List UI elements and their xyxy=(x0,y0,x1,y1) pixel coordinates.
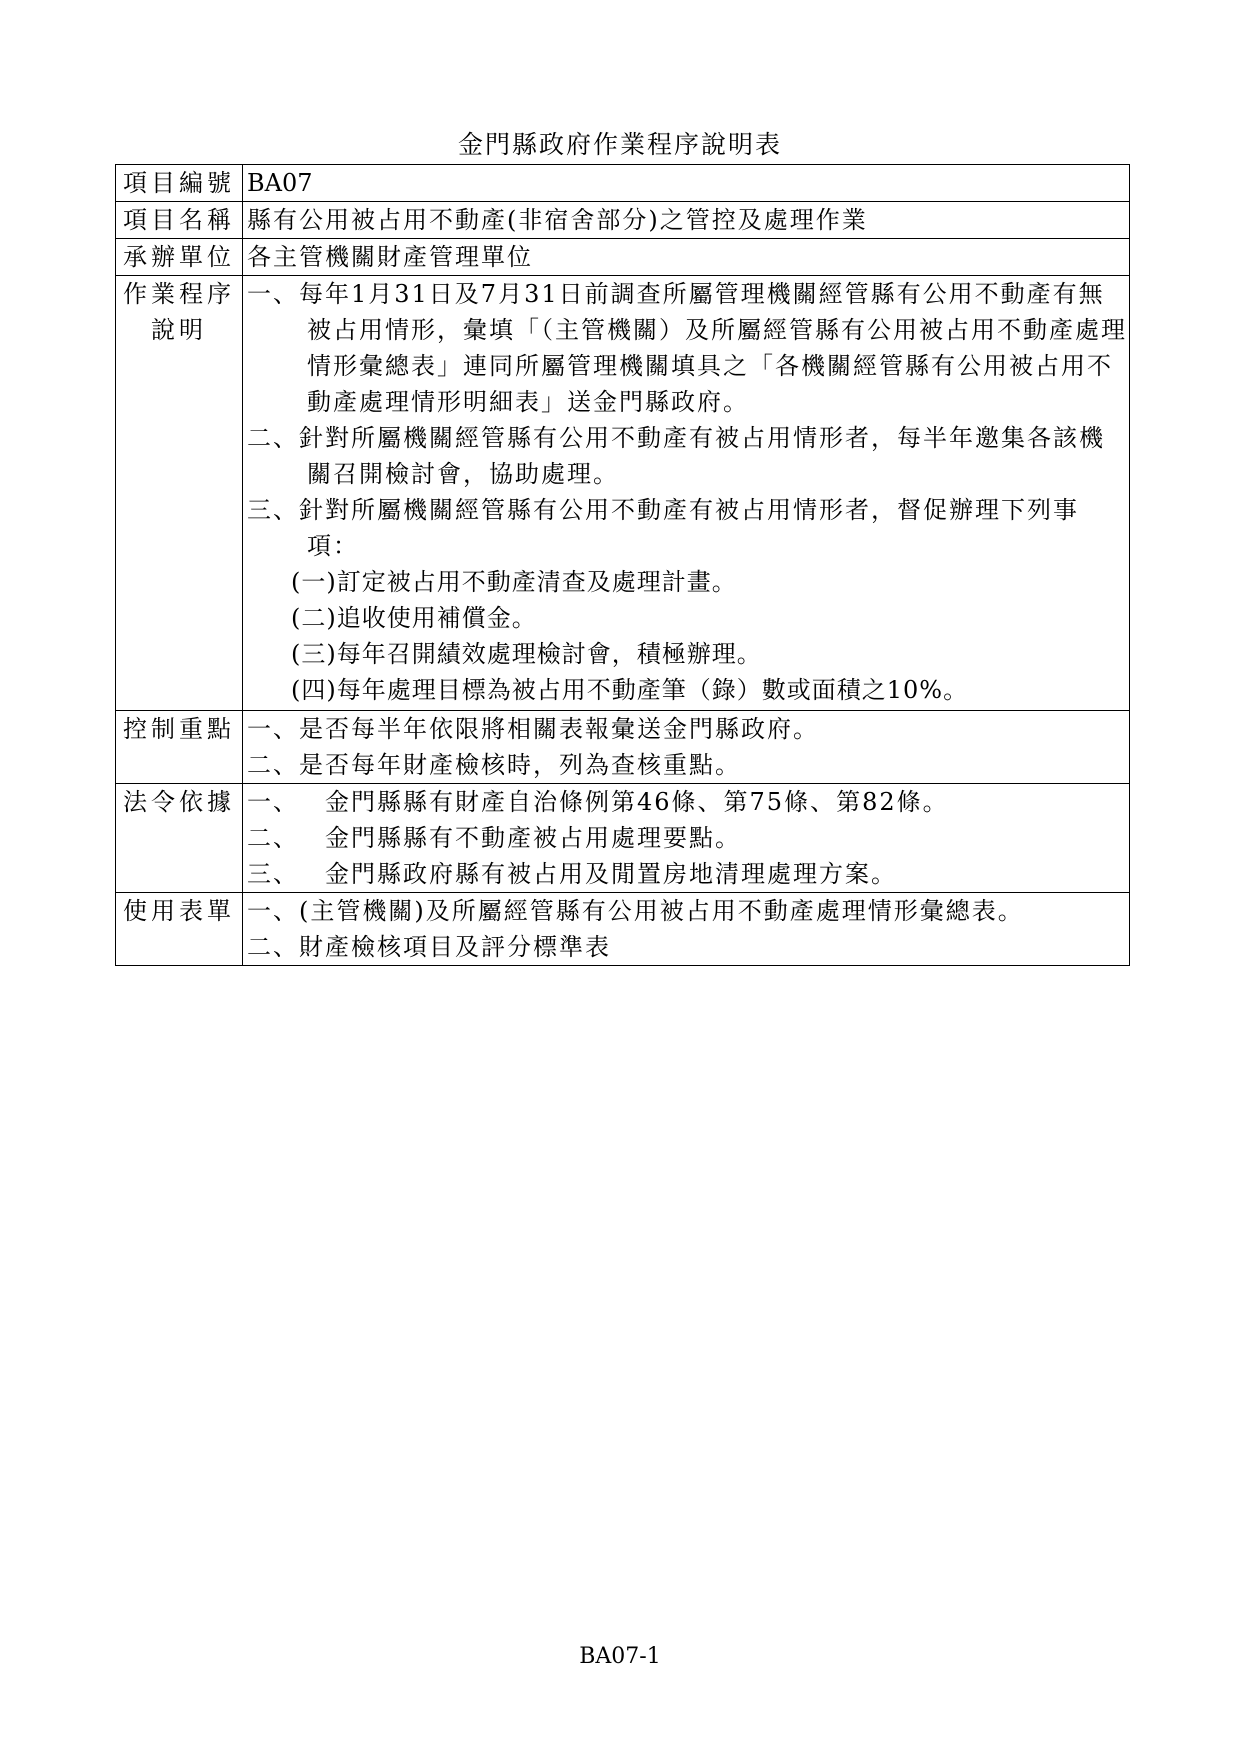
row-control xyxy=(116,711,1130,784)
label-law: 法令依據 xyxy=(116,784,243,893)
label-item-name: 項目名稱 xyxy=(116,202,243,239)
page-title: 金門縣政府作業程序說明表 xyxy=(457,130,782,159)
label-procedure xyxy=(116,276,243,711)
unit-text: 各主管機關財產管理單位 xyxy=(247,243,533,271)
law-item-text: 金門縣政府縣有被占用及閒置房地清理處理方案。 xyxy=(325,860,897,888)
label-control: 控制重點 xyxy=(116,711,243,784)
label-forms: 使用表單 xyxy=(116,893,243,966)
procedure-sub-item: (二)追收使用補償金。 xyxy=(291,604,537,632)
label-procedure-line2: 說明 xyxy=(151,316,207,344)
row-procedure xyxy=(116,276,1130,711)
law-item-text: 金門縣縣有財產自治條例第46條、第75條、第82條。 xyxy=(325,788,949,816)
row-forms xyxy=(116,893,1130,966)
law-item xyxy=(247,856,1129,892)
procedure-item: 一、每年1月31日及7月31日前調查所屬管理機關經管縣有公用不動產有無被占用情形，彙填「（主管機關）及所屬經管縣有公用被占用不動產處理情形彙總表」連同所屬管理機關填具之「各機關經管縣有公用被占用不動產處理情形明細表」送金門縣政府。 xyxy=(247,280,1127,416)
value-forms xyxy=(243,893,1130,966)
value-law xyxy=(243,784,1130,893)
law-item xyxy=(247,784,1129,820)
row-law xyxy=(116,784,1130,893)
procedure-sub-item: (一)訂定被占用不動產清查及處理計畫。 xyxy=(291,568,737,596)
value-item-no: BA07 xyxy=(243,165,1130,202)
control-item: 二、是否每年財產檢核時，列為查核重點。 xyxy=(247,751,741,779)
page-number: BA07-1 xyxy=(579,1644,661,1669)
row-item-no xyxy=(116,165,1130,202)
procedure-sub-item: (四)每年處理目標為被占用不動產筆（錄）數或面積之10%。 xyxy=(291,676,969,704)
procedure-table xyxy=(115,164,1130,966)
item-name-text: 縣有公用被占用不動產(非宿舍部分)之管控及處理作業 xyxy=(247,206,868,234)
value-unit xyxy=(243,239,1130,276)
label-procedure-line1: 作業程序 xyxy=(123,280,235,308)
label-item-no: 項目編號 xyxy=(116,165,243,202)
law-item-number: 三、 xyxy=(247,860,299,888)
procedure-sub-item: (三)每年召開績效處理檢討會，積極辦理。 xyxy=(291,640,762,668)
value-item-name xyxy=(243,202,1130,239)
row-unit xyxy=(116,239,1130,276)
law-item-text: 金門縣縣有不動產被占用處理要點。 xyxy=(325,824,741,852)
value-control xyxy=(243,711,1130,784)
value-procedure xyxy=(243,276,1130,711)
law-item-number: 二、 xyxy=(247,824,299,852)
law-item xyxy=(247,820,1129,856)
label-unit: 承辦單位 xyxy=(116,239,243,276)
form-item: 一、(主管機關)及所屬經管縣有公用被占用不動產處理情形彙總表。 xyxy=(247,897,1024,925)
form-item: 二、財產檢核項目及評分標準表 xyxy=(247,933,611,961)
row-item-name xyxy=(116,202,1130,239)
procedure-item: 三、針對所屬機關經管縣有公用不動產有被占用情形者，督促辦理下列事項： xyxy=(247,496,1079,560)
control-item: 一、是否每半年依限將相關表報彙送金門縣政府。 xyxy=(247,715,819,743)
procedure-item: 二、針對所屬機關經管縣有公用不動產有被占用情形者，每半年邀集各該機關召開檢討會，協助處理。 xyxy=(247,424,1105,488)
law-item-number: 一、 xyxy=(247,788,299,816)
